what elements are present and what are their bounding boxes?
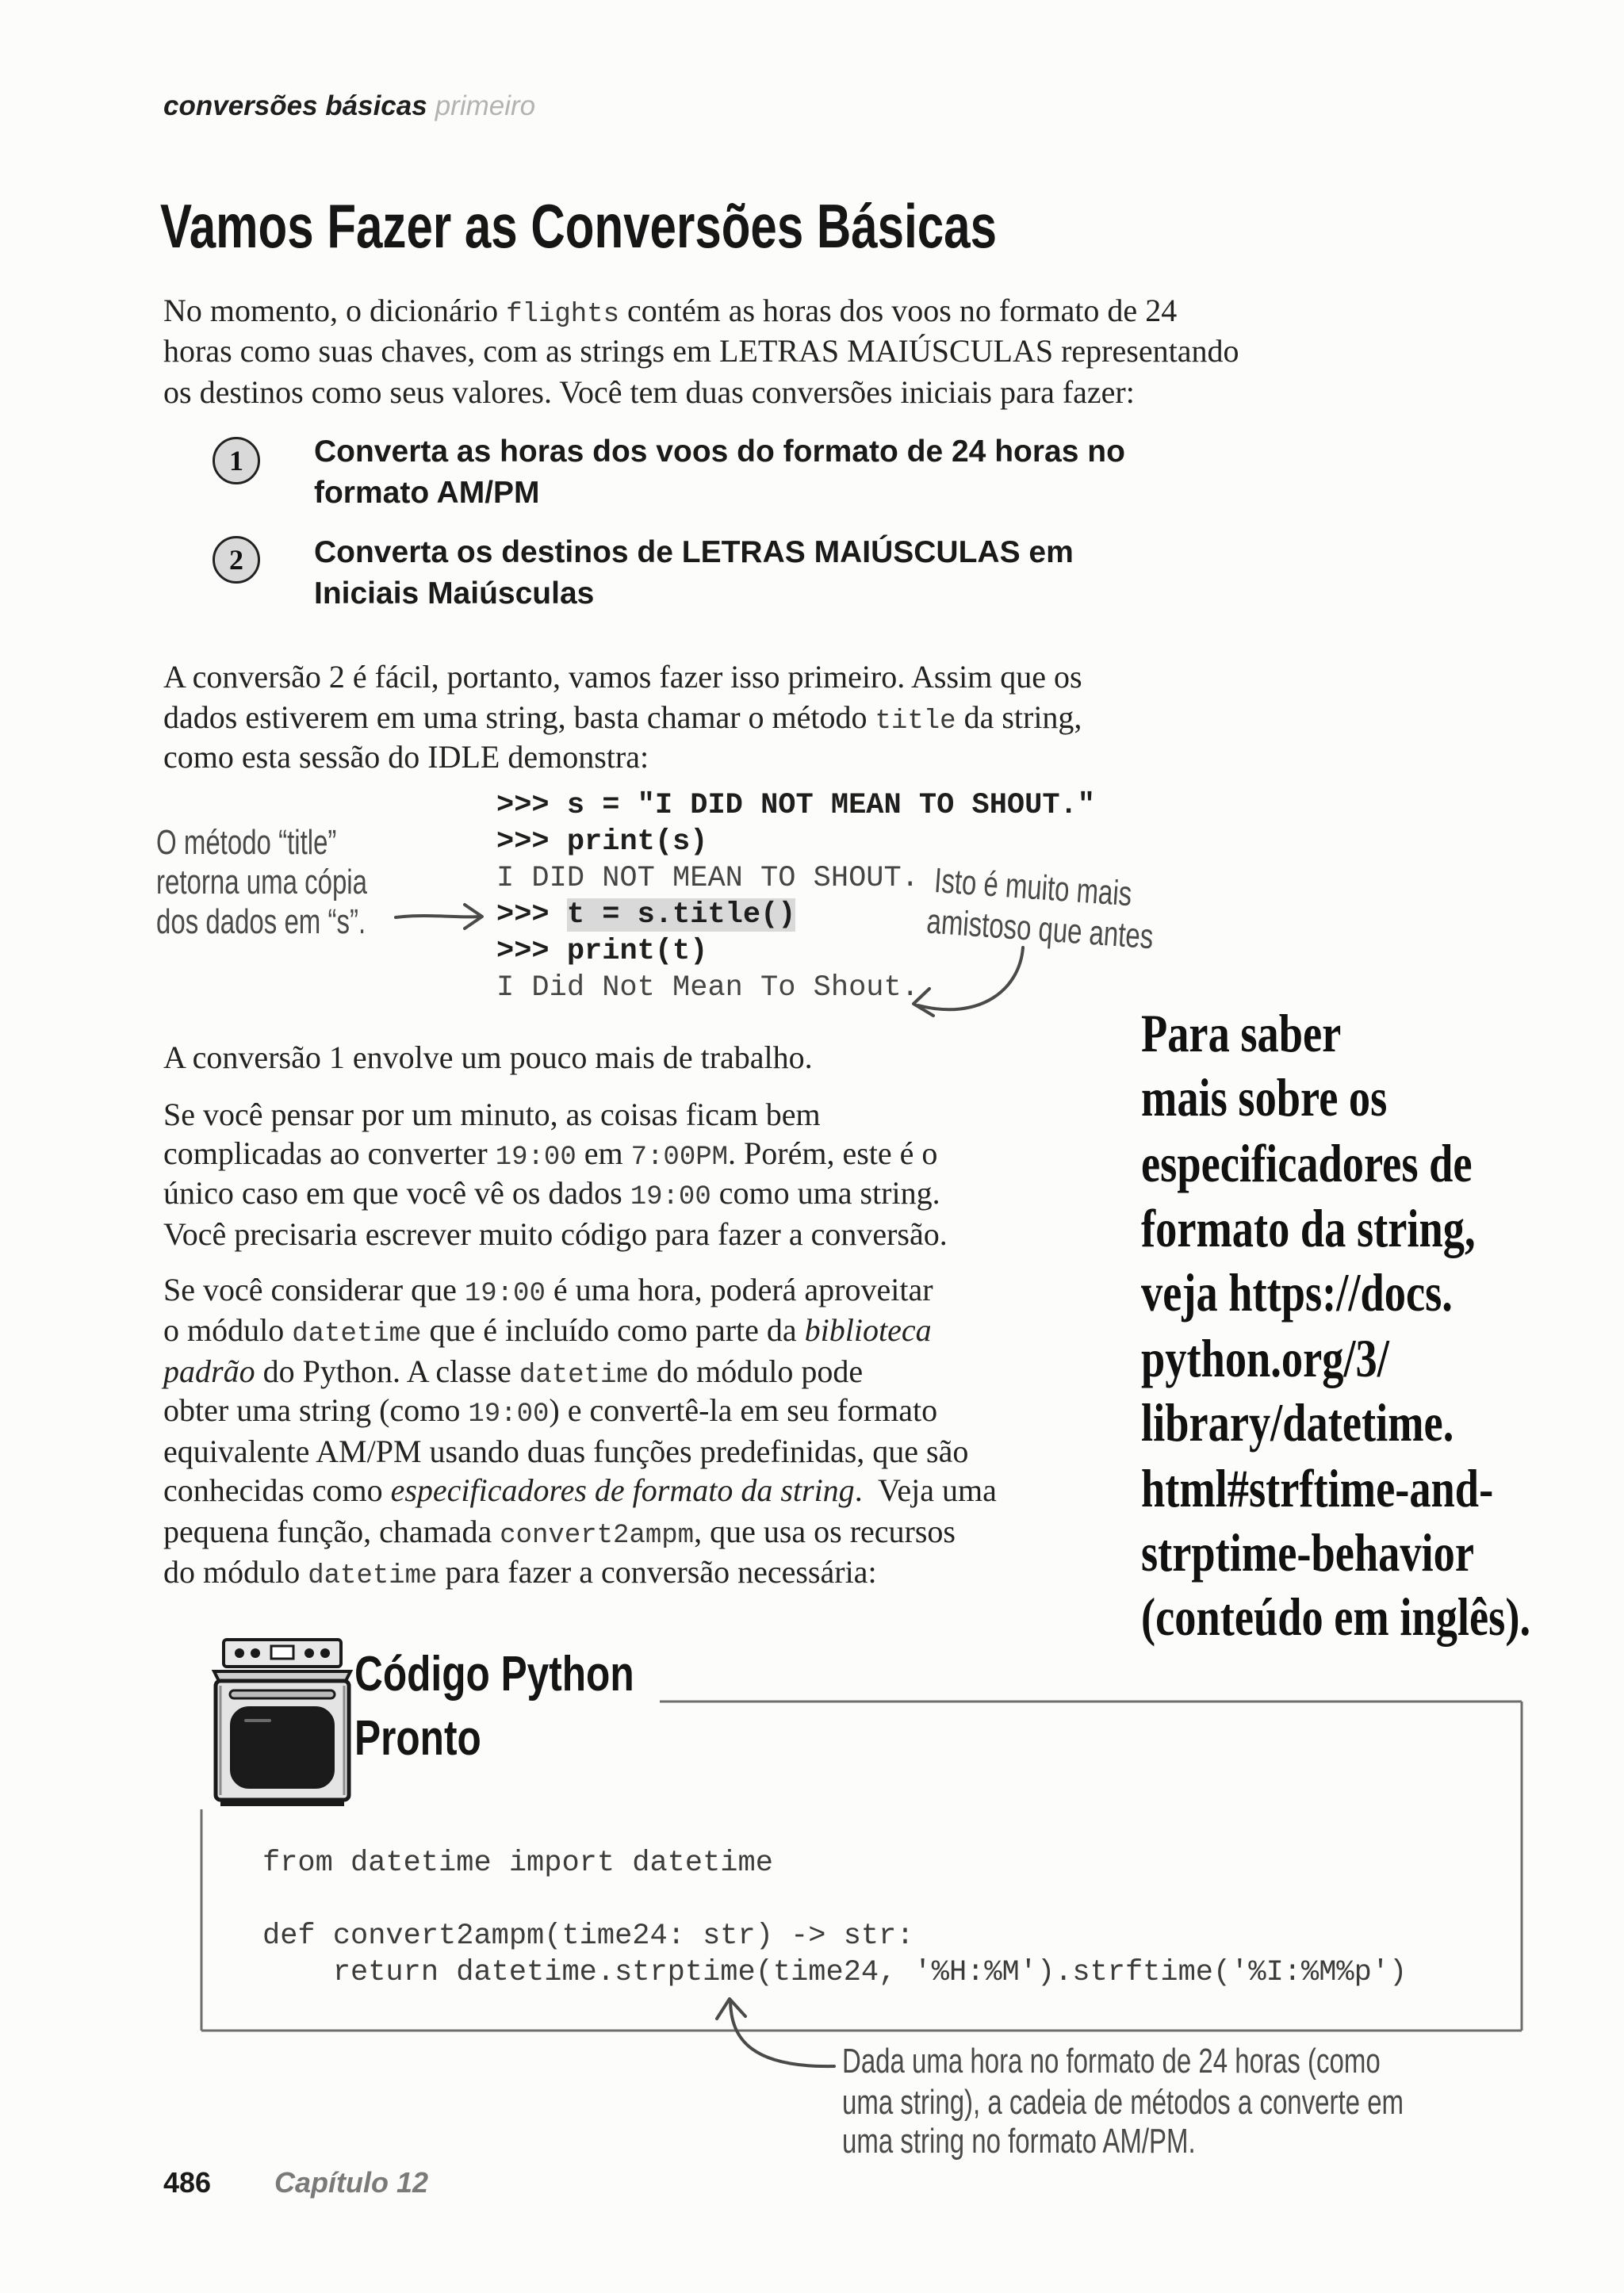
text-run: do Python. A classe [255, 1353, 519, 1389]
idle-input-line [496, 933, 707, 970]
text-run: da string, [956, 699, 1082, 735]
conversion2-line [163, 698, 1082, 741]
conversion1-solution-line [163, 1391, 937, 1434]
text-run: para fazer a conversão necessária: [437, 1554, 877, 1590]
arrow-head-method-chain [717, 1999, 745, 2019]
text-run: pequena função, chamada [163, 1514, 500, 1549]
code-line: return datetime.strptime(time24, '%H:%M').strftime('%I:%M%p') [262, 1956, 1408, 1989]
stove-knob [235, 1648, 244, 1658]
sidebar-tip-line: (conteúdo em inglês). [1141, 1587, 1531, 1647]
code-line: from datetime import datetime [262, 1847, 773, 1880]
idle-prompt: >>> [496, 935, 567, 968]
idle-input: print(t) [566, 935, 708, 968]
italic-term: biblioteca [804, 1312, 932, 1348]
text-run: é uma hora, poderá aproveitar [545, 1272, 933, 1307]
handwritten-note-line: retorna uma cópia [156, 863, 367, 902]
arrow-friendlier [918, 947, 1023, 1009]
text-run: dados estiverem em uma string, basta chamar o método [163, 699, 875, 735]
idle-input: s = "I DID NOT MEAN TO SHOUT." [566, 789, 1095, 822]
sidebar-tip-line: library/datetime. [1141, 1392, 1454, 1453]
handwritten-note-line: Isto é muito mais [933, 861, 1133, 914]
idle-output: I DID NOT MEAN TO SHOUT. [496, 862, 919, 895]
handwritten-note-friendlier [925, 861, 1232, 961]
stove-icon [197, 1622, 343, 1793]
text-run: contém as horas dos voos no formato de 24 [619, 293, 1178, 328]
conversion1-problem-line [163, 1173, 940, 1217]
idle-input-line [496, 897, 795, 933]
text-run: . Veja uma [854, 1472, 997, 1508]
ready-code-heading-line: Pronto [354, 1711, 481, 1766]
italic-term: especificadores de formato da string [390, 1472, 855, 1508]
running-head-section: conversões básicas [163, 90, 427, 121]
text-run: único caso em que você vê os dados [163, 1175, 630, 1211]
conversion1-solution-line [163, 1352, 863, 1395]
italic-term: padrão [163, 1353, 255, 1389]
idle-input-line [496, 787, 1095, 824]
text-run: . Porém, este é o [728, 1135, 938, 1171]
idle-prompt: >>> [496, 898, 567, 932]
sidebar-tip-line: Para saber [1141, 1003, 1342, 1063]
handwritten-note-line: Dada uma hora no formato de 24 horas (como [842, 2042, 1381, 2081]
text-run: conhecidas como [163, 1472, 391, 1508]
chapter-label: Capítulo 12 [274, 2166, 429, 2199]
stove-knob [320, 1648, 330, 1658]
handwritten-note-line: amistoso que antes [925, 902, 1155, 957]
conversion1-solution-line: equivalente AM/PM usando duas funções predefinidas, que são [163, 1434, 969, 1469]
step-text-line: formato AM/PM [314, 476, 540, 510]
text-run: ) e convertê-la em seu formato [549, 1392, 938, 1428]
arrow-head-title-method [465, 905, 482, 928]
conversion1-problem-line: Se você pensar por um minuto, as coisas ficam bem [163, 1097, 821, 1132]
conversion1-solution-line [163, 1512, 956, 1556]
handwritten-note-line: uma string), a cadeia de métodos a converte em [842, 2083, 1404, 2122]
inline-code: flights [506, 300, 619, 330]
step-text-line: Iniciais Maiúsculas [314, 576, 595, 611]
sidebar-tip-line: strptime-behavior [1141, 1522, 1475, 1583]
text-run: o módulo [163, 1312, 293, 1348]
stove-clock [271, 1646, 293, 1659]
inline-code: 19:00 [495, 1143, 576, 1173]
text-run: do módulo pode [649, 1353, 864, 1389]
inline-code: datetime [519, 1361, 649, 1391]
inline-code: 7:00PM [630, 1143, 729, 1173]
step-text-line: Converta os destinos de LETRAS MAIÚSCULAS em [314, 535, 1074, 569]
inline-code: 19:00 [468, 1399, 550, 1430]
arrow-title-method [396, 916, 481, 917]
sidebar-tip-line: html#strftime-and- [1141, 1458, 1494, 1518]
text-run: do módulo [163, 1554, 308, 1590]
sidebar-tip-line: mais sobre os [1141, 1067, 1388, 1127]
inline-code: 19:00 [630, 1182, 711, 1212]
sidebar-tip-line: veja https://docs. [1141, 1262, 1453, 1323]
handwritten-note-line: O método “title” [156, 823, 337, 862]
idle-output-line [496, 860, 919, 897]
code-line: def convert2ampm(time24: str) -> str: [262, 1920, 914, 1953]
conversion1-solution-line [163, 1270, 933, 1314]
text-run: No momento, o dicionário [163, 293, 507, 328]
stove-handle [230, 1690, 335, 1698]
intro-line [163, 291, 1177, 335]
conversion2-line: A conversão 2 é fácil, portanto, vamos fazer isso primeiro. Assim que os [163, 659, 1082, 695]
page-number: 486 [163, 2166, 212, 2199]
inline-code: datetime [292, 1319, 422, 1349]
idle-output-line [496, 970, 919, 1006]
conversion1-solution-line [163, 1552, 877, 1596]
text-run: em [576, 1135, 631, 1171]
handwritten-note-line: dos dados em “s”. [156, 902, 366, 941]
arrow-method-chain [730, 2001, 834, 2066]
stove-icon-graphic [209, 1636, 355, 1808]
conversion1-problem-line [163, 1134, 937, 1177]
intro-line: os destinos como seus valores. Você tem duas conversões iniciais para fazer: [163, 374, 1135, 410]
stove-knob [304, 1648, 314, 1658]
idle-output: I Did Not Mean To Shout. [496, 971, 919, 1005]
running-head-subsection: primeiro [435, 90, 536, 121]
idle-prompt: >>> [496, 825, 567, 859]
running-head [163, 90, 535, 122]
inline-code: convert2ampm [500, 1521, 695, 1551]
intro-line: horas como suas chaves, com as strings em LETRAS MAIÚSCULAS representando [163, 333, 1239, 369]
stove-base [220, 1798, 344, 1806]
sidebar-tip-line: python.org/3/ [1141, 1328, 1389, 1388]
inline-code: 19:00 [464, 1279, 546, 1309]
ready-code-heading-line: Código Python [354, 1647, 634, 1702]
text-run: , que usa os recursos [694, 1514, 956, 1549]
sidebar-tip-line: formato da string, [1141, 1198, 1476, 1258]
conversion1-problem-line: Você precisaria escrever muito código para fazer a conversão. [163, 1216, 948, 1252]
conversion1-solution-line [163, 1311, 932, 1354]
step-text-line: Converta as horas dos voos do formato de 24 horas no [314, 434, 1125, 469]
step-number-badge: 2 [213, 536, 260, 584]
idle-input: print(s) [566, 825, 708, 859]
conversion1-intro: A conversão 1 envolve um pouco mais de trabalho. [163, 1039, 813, 1075]
inline-code: datetime [308, 1561, 438, 1591]
text-run: Se você considerar que [163, 1272, 465, 1307]
stove-knob [251, 1648, 260, 1658]
text-run: como uma string. [710, 1175, 940, 1211]
text-run: que é incluído como parte da [421, 1312, 805, 1348]
handwritten-note-line: uma string no formato AM/PM. [842, 2122, 1196, 2161]
sidebar-tip-line: especificadores de [1141, 1133, 1473, 1193]
text-run: obter uma string (como [163, 1392, 469, 1428]
conversion2-line: como esta sessão do IDLE demonstra: [163, 739, 649, 775]
page-title: Vamos Fazer as Conversões Básicas [160, 191, 997, 261]
conversion1-solution-line [163, 1471, 997, 1510]
idle-input-line [496, 824, 707, 860]
idle-input-highlighted: t = s.title() [566, 898, 796, 932]
step-number-badge: 1 [213, 437, 260, 484]
inline-code: title [875, 706, 956, 737]
idle-prompt: >>> [496, 789, 567, 822]
text-run: complicadas ao converter [163, 1135, 496, 1171]
